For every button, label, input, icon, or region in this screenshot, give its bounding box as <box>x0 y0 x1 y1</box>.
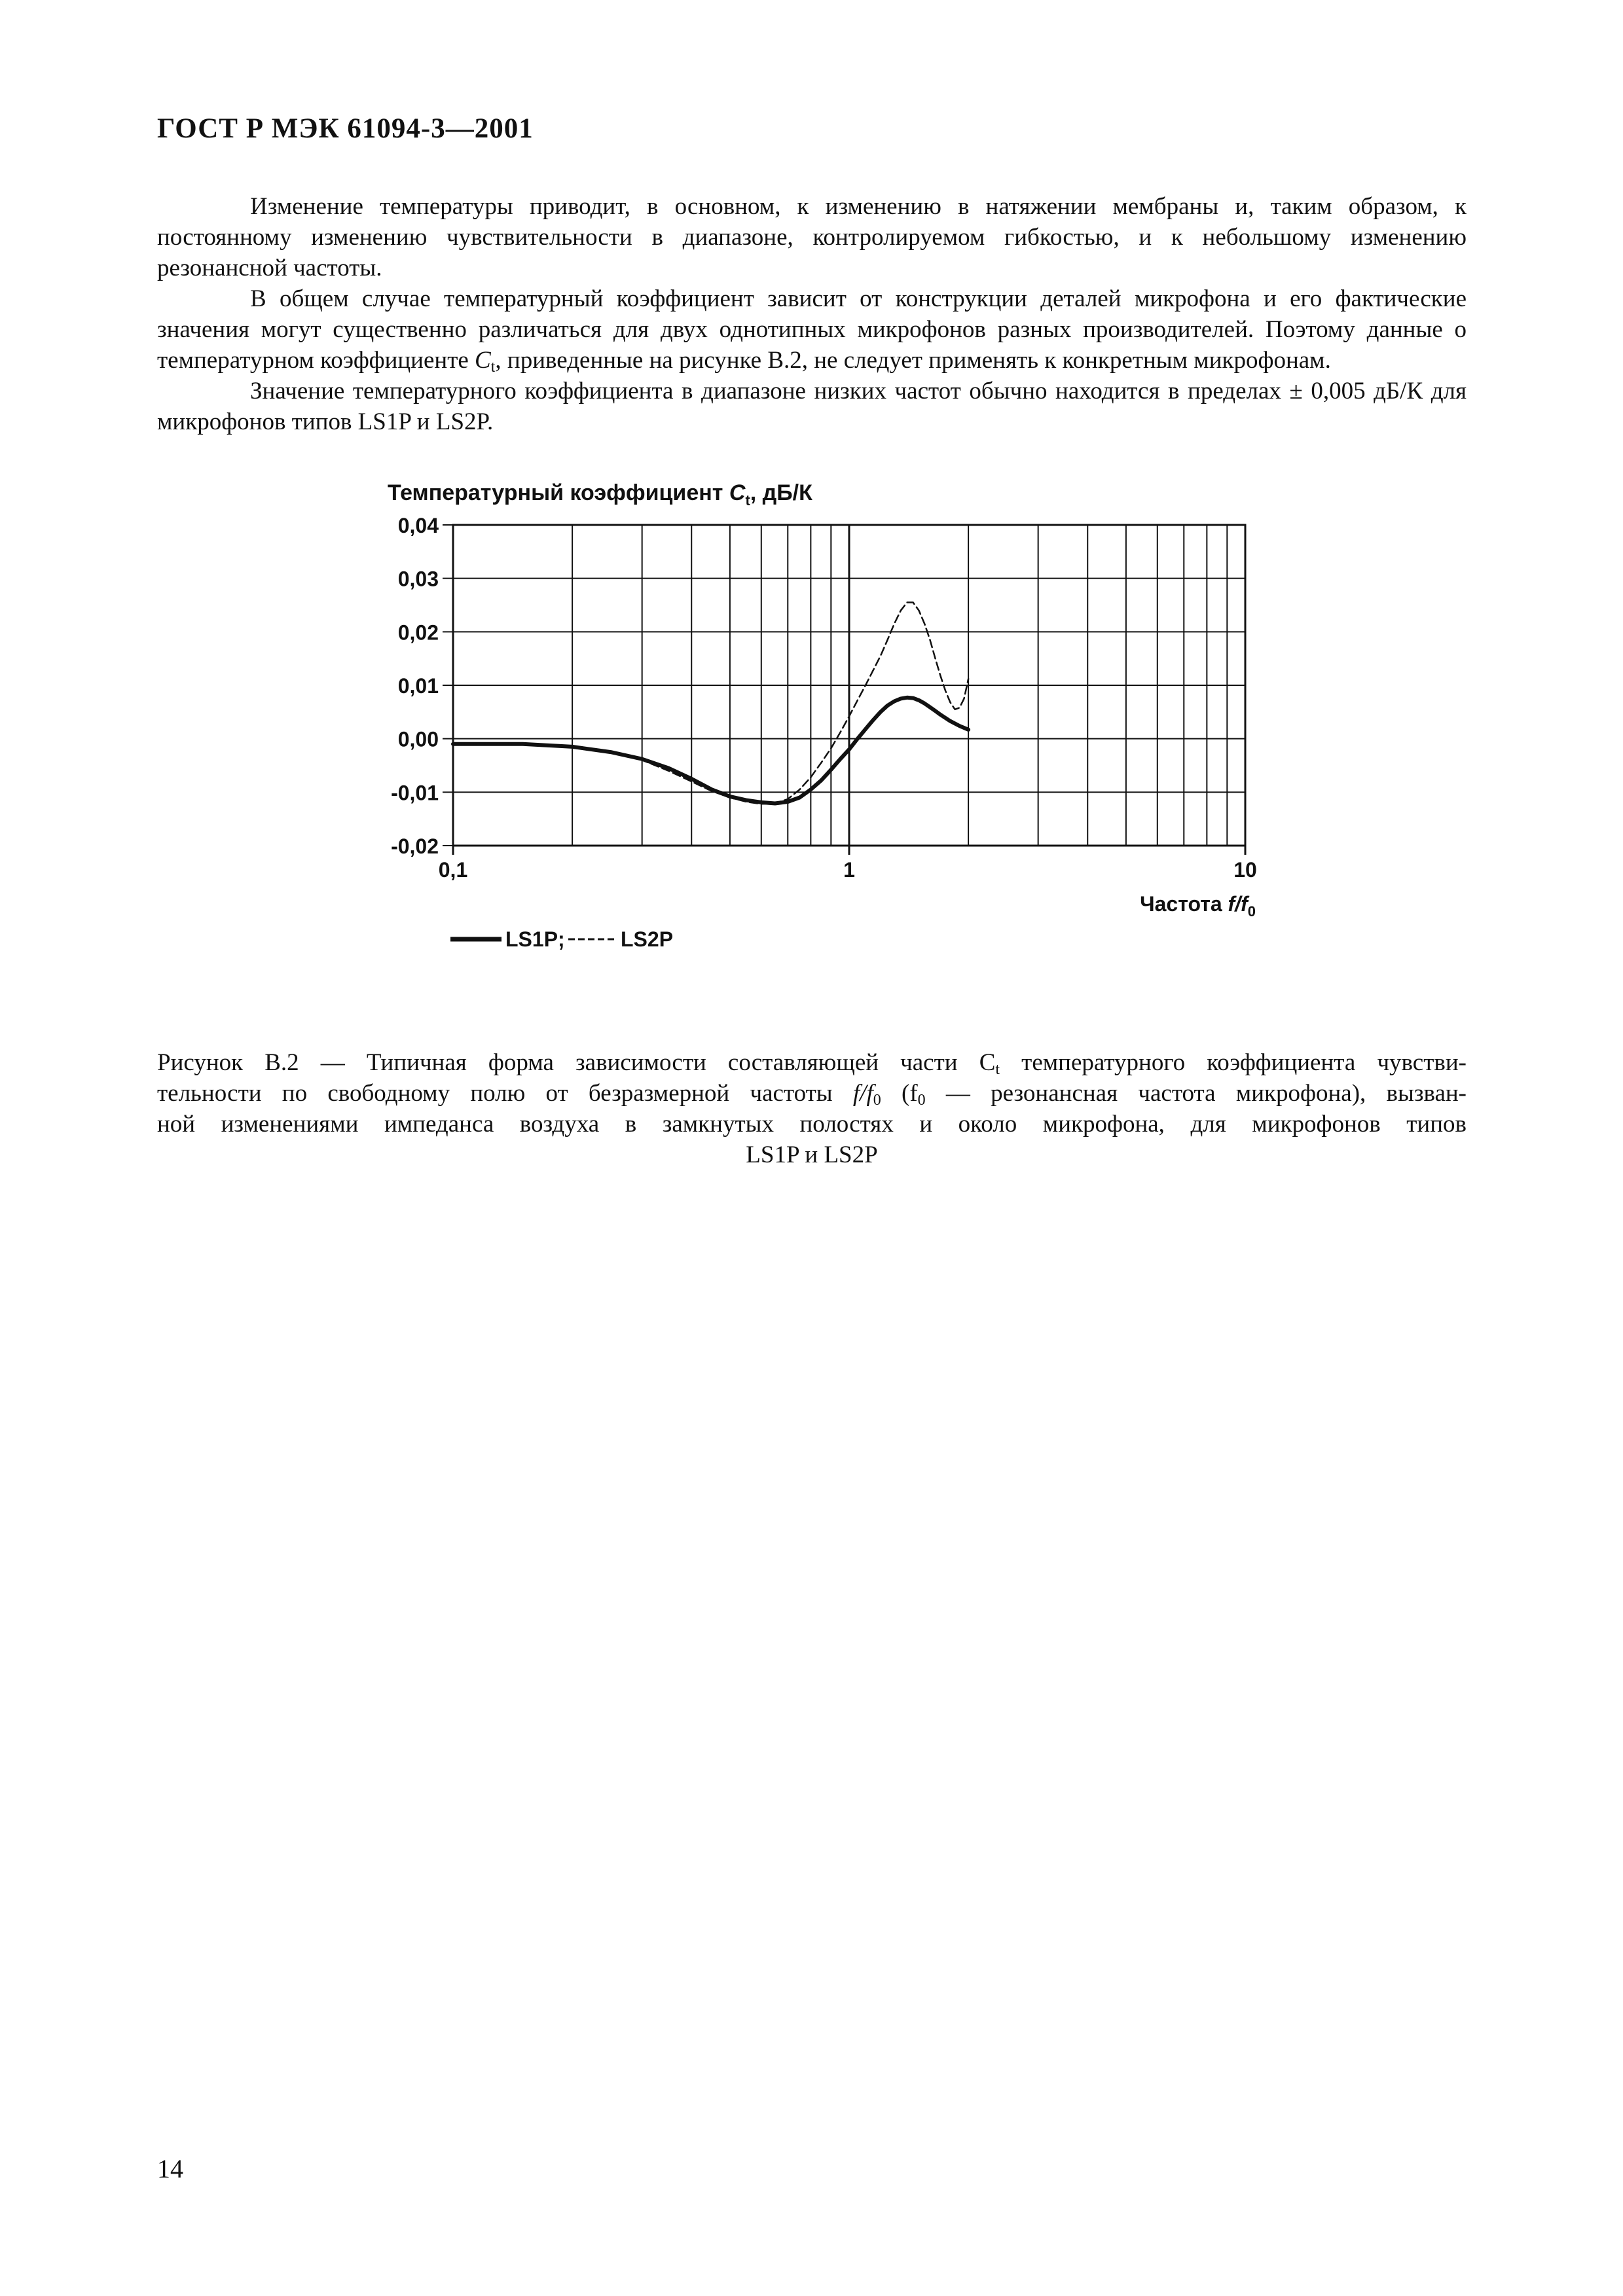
paragraph-2-text: В общем случае температурный коэффициент зависит от конструкции деталей микрофона и его фактические значения могут существенно различаться для двух однотипных микрофонов разных производителей. <box>157 285 1467 343</box>
y-axis-label-symbol: C <box>729 480 746 505</box>
body-text <box>157 191 1467 437</box>
y-tick-label: 0,02 <box>397 620 439 645</box>
caption-part-2a: тельности по свободному полю от безразмерной частоты <box>157 1080 853 1107</box>
caption-line-2 <box>157 1078 1467 1109</box>
y-tick-label: -0,02 <box>391 834 439 858</box>
caption-line-4: LS1P и LS2P <box>746 1141 878 1168</box>
x-axis-label-prefix: Частота <box>1140 892 1228 916</box>
caption-paren: (f <box>881 1080 918 1107</box>
caption-sub-0: 0 <box>873 1092 881 1109</box>
x-tick-label: 10 <box>1233 858 1257 882</box>
y-tick-label: 0,04 <box>397 514 439 537</box>
caption-rest-2: — резонансная частота микрофона), вызван- <box>925 1080 1467 1107</box>
paragraph-4: Значение температурного коэффициента в диапазоне низких частот обычно находится в пределах ± 0,005 дБ/К для микрофонов типов LS1P и LS2P. <box>157 378 1467 435</box>
x-tick-label: 1 <box>843 858 855 882</box>
x-axis-label <box>1140 892 1256 920</box>
symbol-c: C <box>475 347 491 374</box>
figure-caption <box>157 1047 1467 1170</box>
paragraph-3b: , приведенные на рисунке В.2, не следует применять к конкретным микрофонам. <box>495 347 1331 374</box>
caption-prefix: Рисунок В.2 — Типичная форма зависимости составляющей части C <box>157 1049 996 1076</box>
caption-sub-t: t <box>995 1061 1000 1078</box>
document-header: ГОСТ Р МЭК 61094-3—2001 <box>157 113 534 144</box>
y-axis-label-suffix: , дБ/К <box>750 480 812 505</box>
series-lines <box>453 602 968 804</box>
caption-sub-0b: 0 <box>917 1092 926 1109</box>
legend <box>450 927 673 951</box>
chart-svg <box>354 471 1283 969</box>
x-tick-label: 0,1 <box>438 858 468 882</box>
y-axis-label-prefix: Температурный коэффициент <box>388 480 729 505</box>
y-tick-label: -0,01 <box>391 781 439 805</box>
caption-ff0: f/f <box>852 1080 873 1107</box>
paragraph-1: Изменение температуры приводит, в основном, к изменению в натяжении мембраны и, таким образом, к постоянному изменению чувствительности в диапазоне, контролируемом гибкостью, и к небольшому изменению резонансной частоты. <box>157 193 1467 281</box>
y-axis-label <box>388 480 812 509</box>
symbol-subscript-t: t <box>490 359 496 376</box>
legend-solid-label: LS1P; <box>505 927 565 951</box>
x-axis-label-symbol: f/f <box>1228 892 1248 916</box>
page-number: 14 <box>157 2154 183 2183</box>
series-line-ls1p <box>453 698 968 804</box>
x-axis-label-sub: 0 <box>1247 903 1256 920</box>
legend-dashed-label: LS2P <box>621 927 674 951</box>
paragraph-2 <box>157 283 1467 376</box>
y-axis-label-sub: t <box>745 492 750 509</box>
y-tick-label: 0,00 <box>397 727 439 751</box>
axis-ticks <box>391 514 1257 882</box>
caption-line-1 <box>157 1047 1467 1078</box>
caption-rest-1: температурного коэффициента чувстви- <box>1000 1049 1467 1076</box>
grid-lines <box>443 525 1245 846</box>
chart-figure <box>354 471 1283 969</box>
paragraph-3a: Поэтому данные о температурном коэффициенте <box>157 316 1467 374</box>
y-tick-label: 0,03 <box>397 567 439 591</box>
caption-line-3: ной изменениями импеданса воздуха в замкнутых полостях и около микрофона, для микрофонов типов <box>157 1111 1467 1138</box>
y-tick-label: 0,01 <box>397 674 439 698</box>
